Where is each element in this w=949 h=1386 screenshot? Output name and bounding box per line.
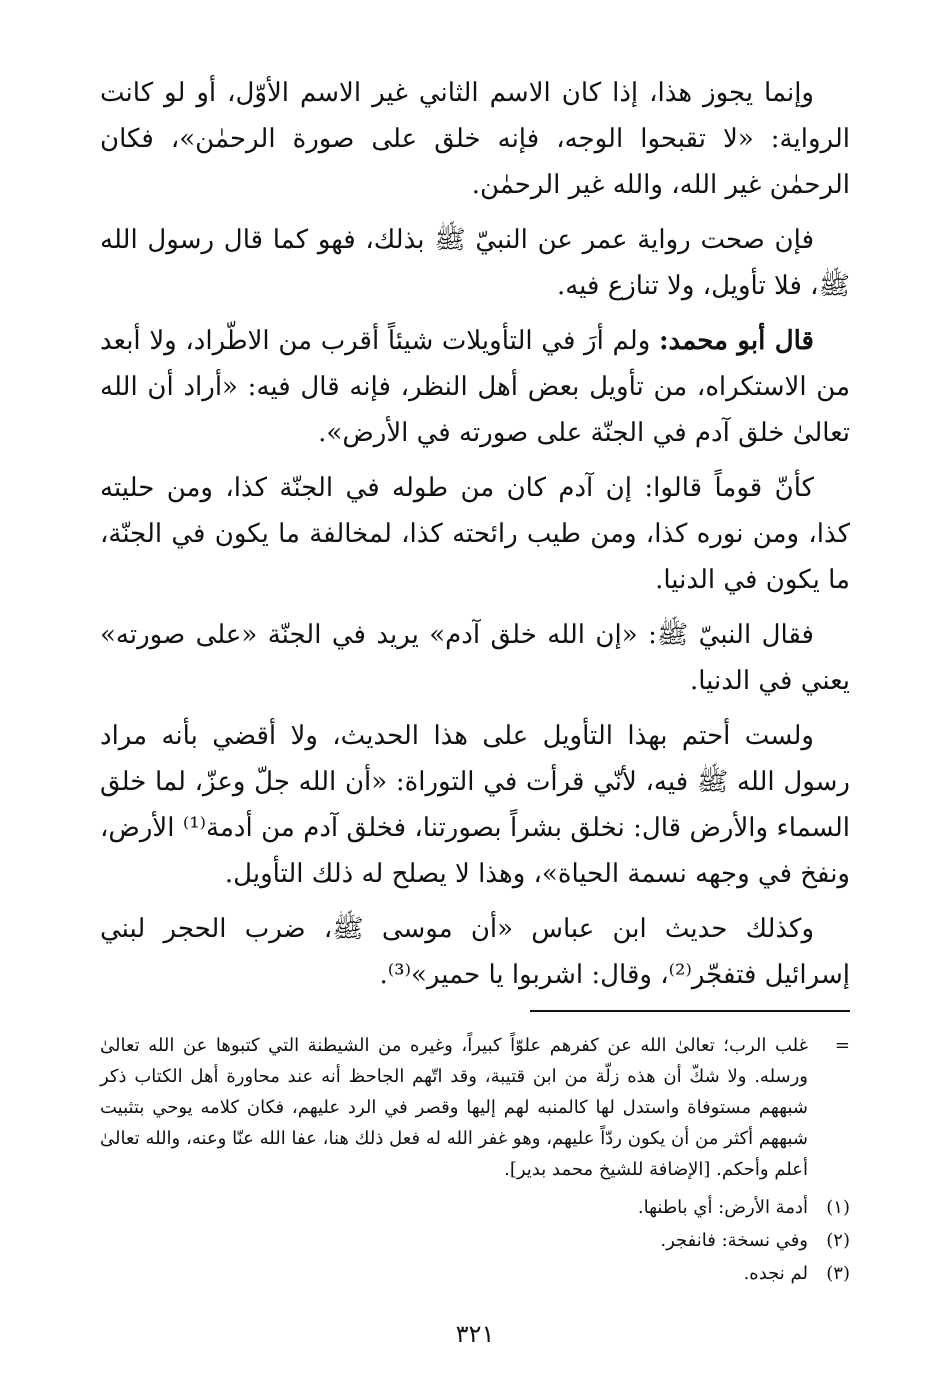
footnotes: [100, 1030, 850, 1290]
paragraph-text: ولست أحتم بهذا التأويل على هذا الحديث، ولا أقضي بأنه مراد رسول الله ﷺ فيه، لأنّي قرأت في التوراة: «أن الله جلّ وعزّ، لما خلق السماء والأرض قال: نخلق بشراً بصورتنا، فخلق آدم من أدمة⁽¹⁾ الأرض، ونفخ في وجهه نسمة الحياة»، وهذا لا يصلح له ذلك التأويل.: [100, 721, 850, 889]
paragraph-text: فإن صحت رواية عمر عن النبيّ ﷺ بذلك، فهو كما قال رسول الله ﷺ، فلا تأويل، ولا تنازع فيه.: [100, 225, 850, 301]
footnote-item-1: [100, 1191, 850, 1224]
main-text: [100, 70, 850, 998]
footnote-text: وفي نسخة: فانفجر.: [660, 1230, 808, 1251]
paragraph-5: [100, 612, 850, 704]
paragraph-lead: قال أبو محمد:: [658, 326, 814, 356]
paragraph-6: [100, 713, 850, 897]
footnote-number: (٣): [826, 1263, 850, 1284]
paragraph-7: [100, 906, 850, 998]
page-number: ٣٢١: [455, 1320, 495, 1348]
footnote-text: لم نجده.: [743, 1263, 808, 1284]
footnote-item-3: [100, 1257, 850, 1290]
paragraph-2: [100, 217, 850, 309]
footnote-number: (٢): [826, 1230, 850, 1251]
paragraph-text: ولم أرَ في التأويلات شيئاً أقرب من الاطّراد، ولا أبعد من الاستكراه، من تأويل بعض أهل النظر، فإنه قال فيه: «أراد أن الله تعالىٰ خلق آدم في الجنّة على صورته في الأرض».: [100, 326, 850, 448]
footnote-text: أدمة الأرض: أي باطنها.: [637, 1197, 808, 1218]
paragraph-4: [100, 465, 850, 603]
paragraph-text: وكذلك حديث ابن عباس «أن موسى ﷺ، ضرب الحجر لبني إسرائيل فتفجّر⁽²⁾، وقال: اشربوا يا حمير»⁽³⁾.: [100, 914, 850, 990]
footnote-item-2: [100, 1224, 850, 1257]
book-page: [100, 70, 850, 1348]
footnote-divider: [530, 1010, 850, 1012]
paragraph-1: [100, 70, 850, 208]
footnote-continued: [100, 1030, 850, 1185]
paragraph-3: [100, 318, 850, 456]
continuation-marker: =: [834, 1035, 850, 1056]
footnote-continued-text: غلب الرب؛ تعالىٰ الله عن كفرهم علوّاً كبيراً، وغيره من الشيطنة التي كتبوها عن الله تعالىٰ ورسله. ولا شكّ أن هذه زلّة من ابن قتيبة، وقد اتّهم الجاحظ أنه عند محاورة أهل الكتاب ذكر شبههم مستوفاة واستدل لها كالمنبه لهم إليها وقصر في الرد عليهم، فكان كلامه يوحي بتثبيت شبههم أكثر من أن يكون ردّاً عليهم، وهو غفر الله له فعل ذلك هنا، عفا الله عنّا وعنه، والله تعالىٰ أعلم وأحكم. [الإضافة للشيخ محمد بدير].: [100, 1035, 808, 1180]
paragraph-text: وإنما يجوز هذا، إذا كان الاسم الثاني غير الاسم الأوّل، أو لو كانت الرواية: «لا تقبحوا الوجه، فإنه خلق على صورة الرحمٰن»، فكان الرحمٰن غير الله، والله غير الرحمٰن.: [100, 78, 850, 200]
paragraph-text: فقال النبيّ ﷺ: «إن الله خلق آدم» يريد في الجنّة «على صورته» يعني في الدنيا.: [100, 620, 850, 696]
footnote-number: (١): [826, 1197, 850, 1218]
paragraph-text: كأنّ قوماً قالوا: إن آدم كان من طوله في الجنّة كذا، ومن حليته كذا، ومن نوره كذا، ومن طيب رائحته كذا، لمخالفة ما يكون في الجنّة، ما يكون في الدنيا.: [100, 473, 850, 595]
